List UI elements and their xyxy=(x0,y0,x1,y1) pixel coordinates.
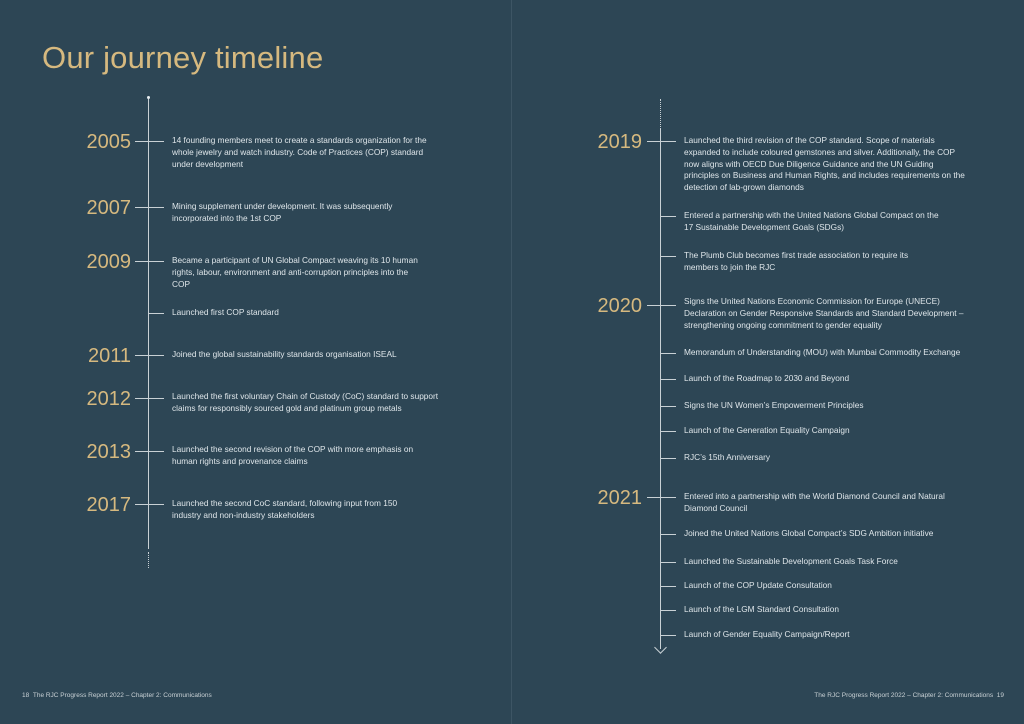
timeline-description: Launched first COP standard xyxy=(172,307,279,317)
footer-text: The RJC Progress Report 2022 – Chapter 2: Communications xyxy=(32,692,212,699)
timeline-description: Launched the first voluntary Chain of Custody (CoC) standard to support claims for responsibly sourced gold and platinum group metals xyxy=(172,391,439,413)
entry-tick xyxy=(149,355,164,356)
timeline-description: 14 founding members meet to create a standards organization for the whole jewelry and watch industry. Code of Practices (COP) standard under development xyxy=(172,135,427,169)
timeline-description: Memorandum of Understanding (MOU) with Mumbai Commodity Exchange xyxy=(684,347,961,357)
timeline-description: Joined the global sustainability standards organisation ISEAL xyxy=(172,349,397,359)
entry-tick xyxy=(149,398,164,399)
timeline-description: Launched the Sustainable Development Goals Task Force xyxy=(684,556,898,566)
right-page-footer xyxy=(814,692,1004,699)
entry-tick xyxy=(661,379,676,380)
year-connector xyxy=(135,504,148,505)
timeline-year: 2019 xyxy=(597,131,642,153)
page-number: 19 xyxy=(996,692,1004,699)
footer-text: The RJC Progress Report 2022 – Chapter 2: Communications xyxy=(814,692,994,699)
timeline-description: Launch of Gender Equality Campaign/Report xyxy=(684,629,850,639)
year-connector xyxy=(135,141,148,142)
timeline-continuation-dots xyxy=(148,552,149,568)
timeline-description: The Plumb Club becomes first trade association to require its members to join the RJC xyxy=(684,250,909,272)
arrow-down-icon xyxy=(654,641,667,654)
entry-tick xyxy=(661,458,676,459)
year-connector xyxy=(135,451,148,452)
timeline-description: Signs the UN Women’s Empowerment Principles xyxy=(684,400,864,410)
left-page-footer xyxy=(22,692,212,699)
year-connector xyxy=(647,305,660,306)
year-connector xyxy=(135,355,148,356)
timeline-description: Launched the second revision of the COP with more emphasis on human rights and provenance claims xyxy=(172,444,414,466)
entry-tick xyxy=(661,586,676,587)
timeline-year: 2013 xyxy=(86,441,131,463)
timeline-year: 2005 xyxy=(86,131,131,153)
timeline-year: 2012 xyxy=(86,388,131,410)
timeline-description: RJC’s 15th Anniversary xyxy=(684,452,771,462)
timeline-description: Launched the third revision of the COP standard. Scope of materials expanded to include coloured gemstones and silver. Additionally, the COP now aligns with OECD Due Diligence Guidance and the UN Guiding principles on Business and Human Rights, and includes requirements on the detection of lab-grown diamonds xyxy=(684,135,965,193)
entry-tick xyxy=(661,141,676,142)
entry-tick xyxy=(661,305,676,306)
year-connector xyxy=(135,398,148,399)
timeline-description: Entered a partnership with the United Nations Global Compact on the 17 Sustainable Development Goals (SDGs) xyxy=(684,210,939,232)
entry-tick xyxy=(661,353,676,354)
timeline-description: Launched the second CoC standard, following input from 150 industry and non-industry stakeholders xyxy=(172,498,398,520)
timeline-description: Launch of the Generation Equality Campaign xyxy=(684,425,850,435)
entry-tick xyxy=(661,256,676,257)
entry-tick xyxy=(661,534,676,535)
entry-tick xyxy=(661,216,676,217)
entry-tick xyxy=(149,261,164,262)
entry-tick xyxy=(661,610,676,611)
timeline-description: Launch of the COP Update Consultation xyxy=(684,580,832,590)
timeline-description: Entered into a partnership with the World Diamond Council and Natural Diamond Council xyxy=(684,491,945,513)
timeline-year: 2021 xyxy=(597,487,642,509)
year-connector xyxy=(135,207,148,208)
entry-tick xyxy=(149,207,164,208)
entry-tick xyxy=(661,406,676,407)
entry-tick xyxy=(149,141,164,142)
timeline-description: Launch of the Roadmap to 2030 and Beyond xyxy=(684,373,850,383)
entry-tick xyxy=(661,635,676,636)
timeline-description: Launch of the LGM Standard Consultation xyxy=(684,604,839,614)
entry-tick xyxy=(149,451,164,452)
entry-tick xyxy=(661,431,676,432)
year-connector xyxy=(647,497,660,498)
timeline-description: Signs the United Nations Economic Commission for Europe (UNECE) Declaration on Gender Responsive Standards and Standard Development – strengthening ongoing commitment to gender equality xyxy=(684,296,964,330)
timeline-year: 2017 xyxy=(86,494,131,516)
page-spread-divider xyxy=(511,0,512,724)
year-connector xyxy=(135,261,148,262)
timeline-description: Became a participant of UN Global Compact weaving its 10 human rights, labour, environment and anti-corruption principles into the COP xyxy=(172,255,418,289)
timeline-year: 2009 xyxy=(86,251,131,273)
entry-tick xyxy=(661,497,676,498)
timeline-axis xyxy=(660,128,661,649)
entry-tick xyxy=(149,313,164,314)
timeline-description: Joined the United Nations Global Compact’s SDG Ambition initiative xyxy=(684,528,934,538)
entry-tick xyxy=(661,562,676,563)
timeline-year: 2011 xyxy=(87,345,131,367)
timeline-description: Mining supplement under development. It was subsequently incorporated into the 1st COP xyxy=(172,201,393,223)
page-number: 18 xyxy=(22,692,30,699)
timeline-continuation-dots xyxy=(660,99,661,127)
timeline-year: 2020 xyxy=(597,295,642,317)
entry-tick xyxy=(149,504,164,505)
timeline-year: 2007 xyxy=(86,197,131,219)
page-title: Our journey timeline xyxy=(42,40,324,75)
year-connector xyxy=(647,141,660,142)
timeline-axis xyxy=(148,99,149,549)
